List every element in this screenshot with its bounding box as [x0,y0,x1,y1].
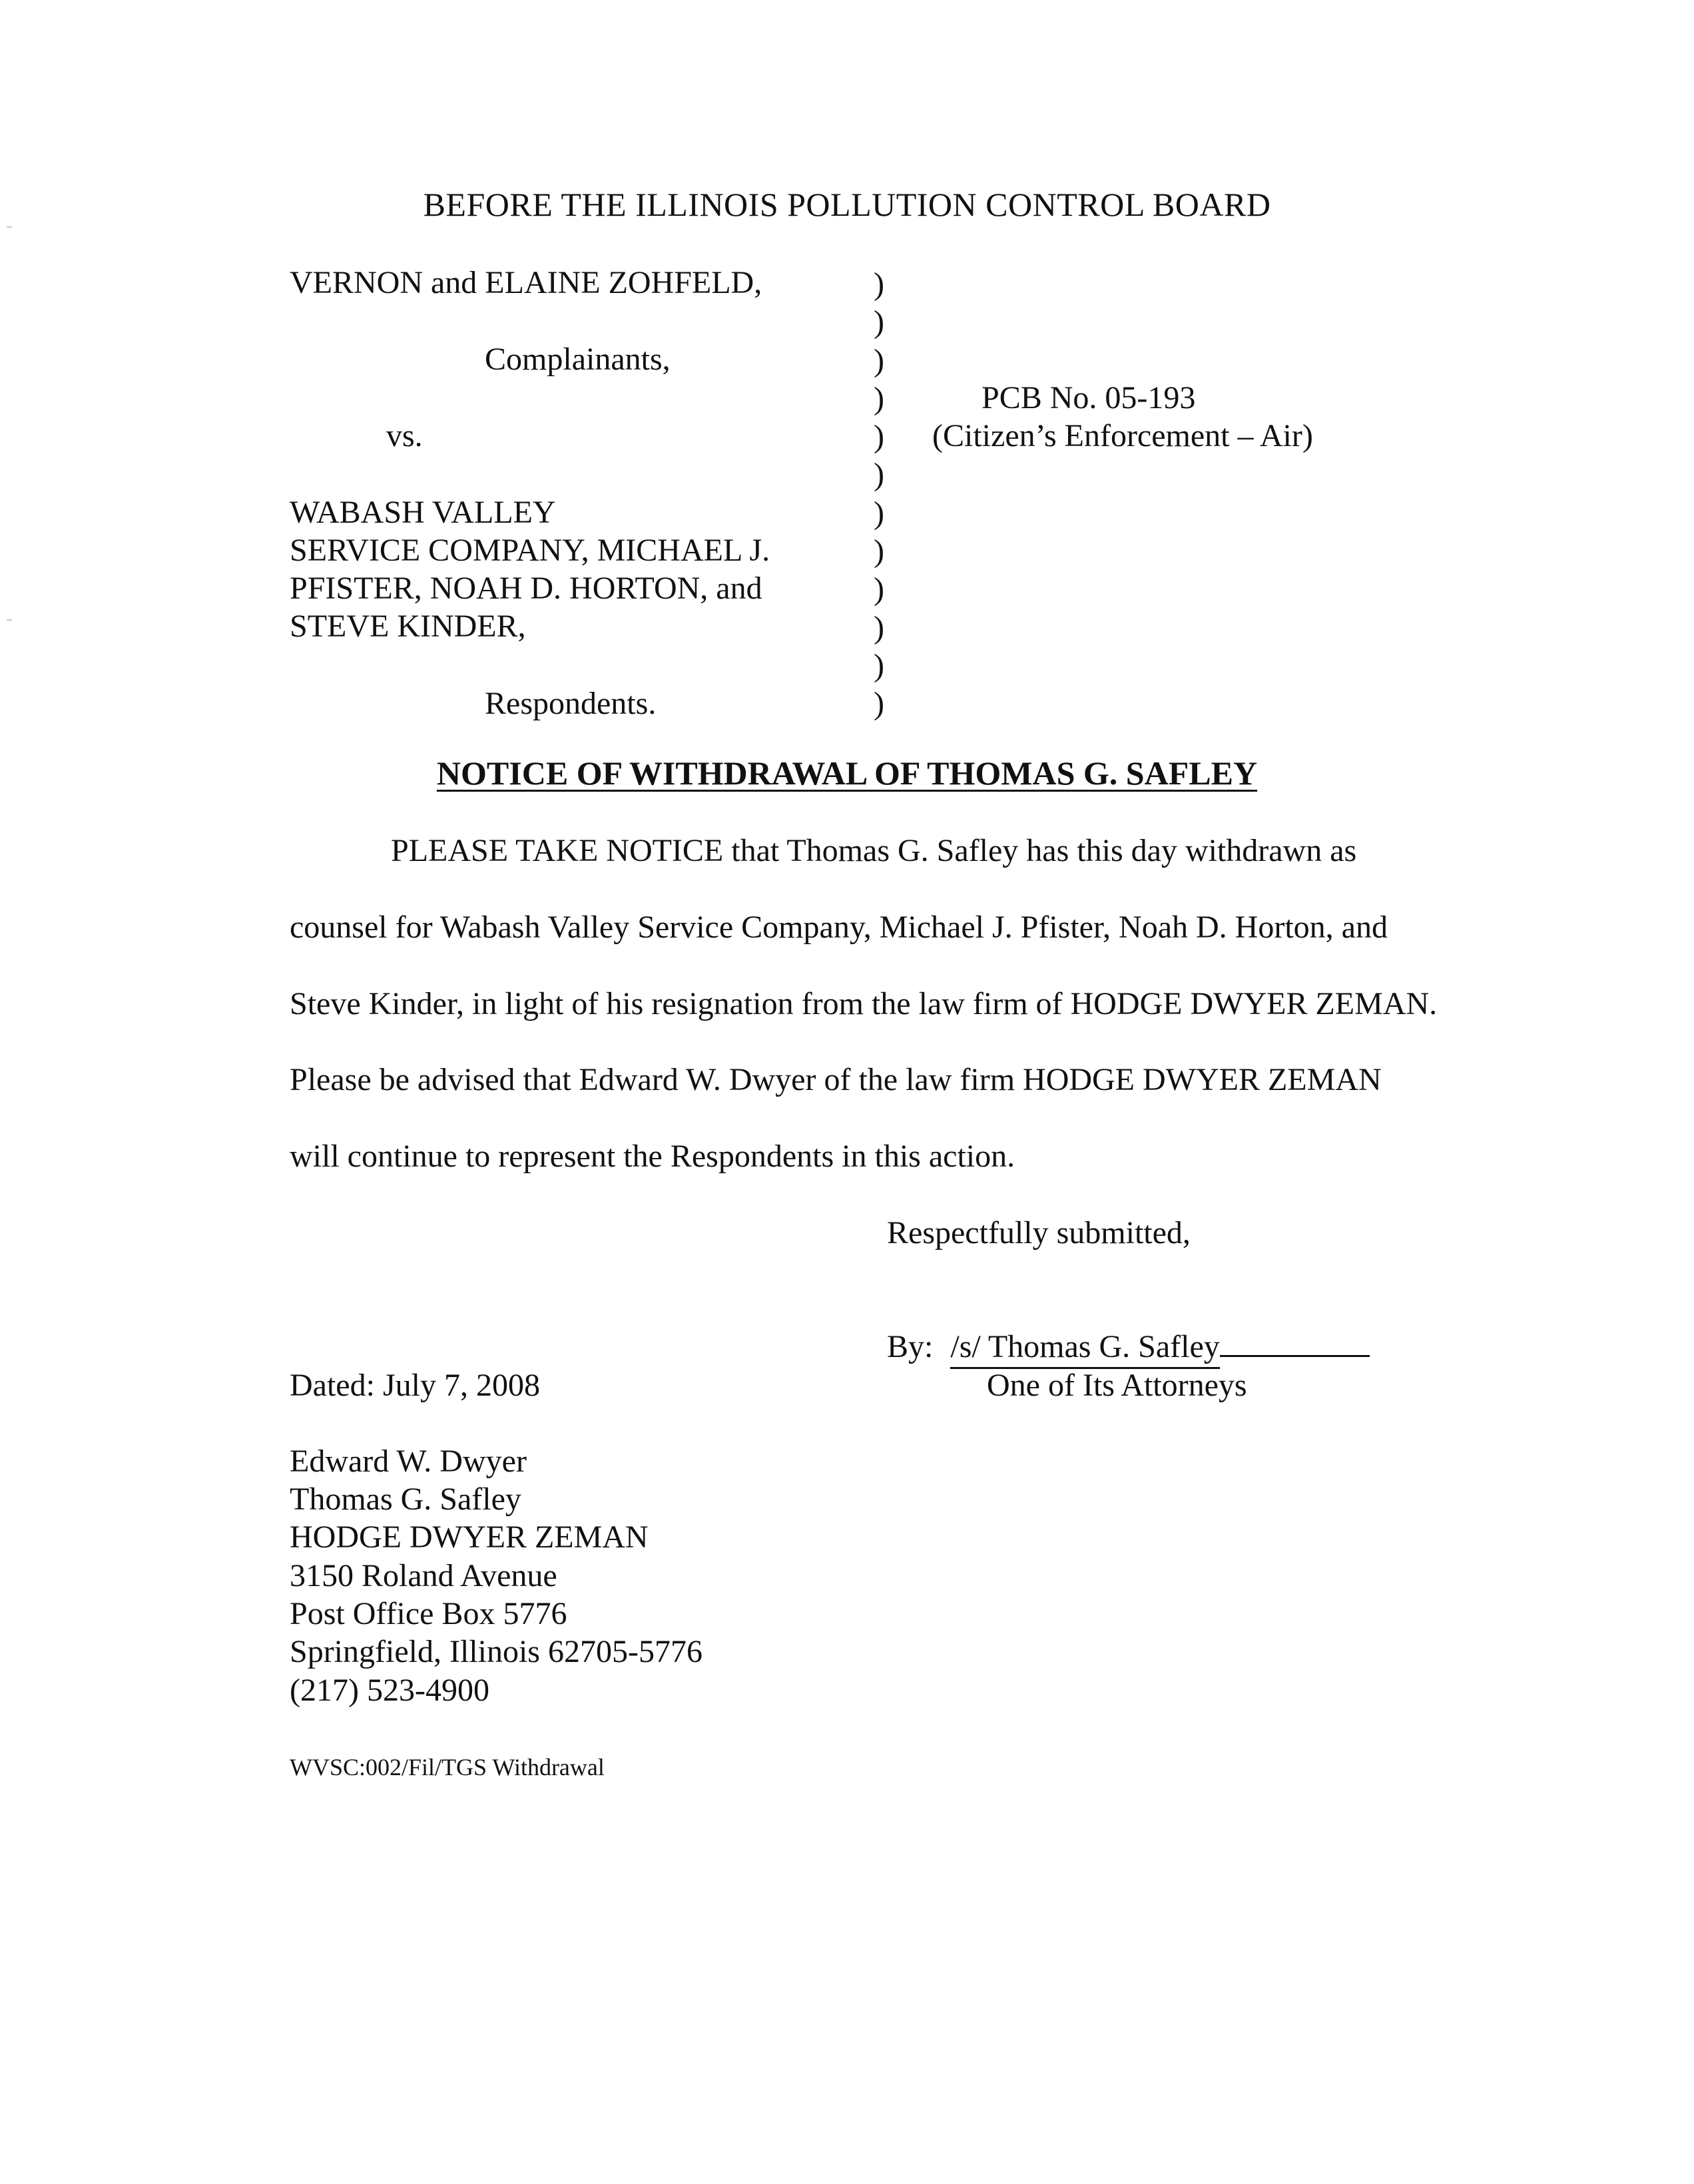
complainants-label: Complainants, [485,342,671,377]
body-line: counsel for Wabash Valley Service Company, Michael J. Pfister, Noah D. Horton, and [290,910,1388,945]
caption-paren: ) [874,647,884,683]
body-line: Please be advised that Edward W. Dwyer of the law firm HODGE DWYER ZEMAN [290,1062,1382,1097]
address-line: HODGE DWYER ZEMAN [290,1519,649,1555]
body-line: Steve Kinder, in light of his resignation from the law firm of HODGE DWYER ZEMAN. [290,986,1438,1021]
body-line: will continue to represent the Respondents in this action. [290,1139,1015,1174]
address-line: 3150 Roland Avenue [290,1558,557,1593]
address-line: (217) 523-4900 [290,1673,489,1708]
case-number: PCB No. 05-193 [982,380,1196,415]
dated-line: Dated: July 7, 2008 [290,1368,540,1403]
versus-label: vs. [386,418,423,453]
signature-underline [1220,1328,1370,1357]
caption-paren: ) [874,495,884,531]
body-line: PLEASE TAKE NOTICE that Thomas G. Safley has this day withdrawn as [391,833,1357,868]
notice-title: NOTICE OF WITHDRAWAL OF THOMAS G. SAFLEY [436,754,1258,792]
court-heading: BEFORE THE ILLINOIS POLLUTION CONTROL BOARD [423,186,1271,223]
caption-paren: ) [874,686,884,722]
signature-name: /s/ Thomas G. Safley [950,1328,1219,1369]
caption-paren: ) [874,571,884,607]
respondent-line: STEVE KINDER, [290,609,526,644]
complainant-names: VERNON and ELAINE ZOHFELD, [290,265,762,300]
caption-paren: ) [874,533,884,569]
scan-margin-mark [7,619,12,621]
address-line: Springfield, Illinois 62705-5776 [290,1634,703,1669]
caption-paren: ) [874,266,884,302]
caption-parenthesis-column [874,265,884,723]
caption-paren: ) [874,304,884,340]
closing-text: Respectfully submitted, [887,1215,1191,1250]
case-type: (Citizen’s Enforcement – Air) [932,418,1313,453]
respondent-line: SERVICE COMPANY, MICHAEL J. [290,533,770,568]
caption-paren: ) [874,380,884,416]
respondent-line: PFISTER, NOAH D. HORTON, and [290,571,762,606]
signature-role: One of Its Attorneys [987,1368,1247,1403]
respondent-line: WABASH VALLEY [290,495,556,530]
address-line: Edward W. Dwyer [290,1444,527,1479]
caption-paren: ) [874,419,884,455]
caption-paren: ) [874,342,884,378]
respondents-label: Respondents. [485,686,657,721]
file-code: WVSC:002/Fil/TGS Withdrawal [290,1754,605,1780]
address-line: Post Office Box 5776 [290,1596,567,1631]
caption-paren: ) [874,609,884,645]
signature-block [887,1328,1370,1369]
caption-paren: ) [874,457,884,493]
address-line: Thomas G. Safley [290,1482,521,1517]
scan-margin-mark [7,226,12,228]
by-label: By: [887,1329,934,1364]
